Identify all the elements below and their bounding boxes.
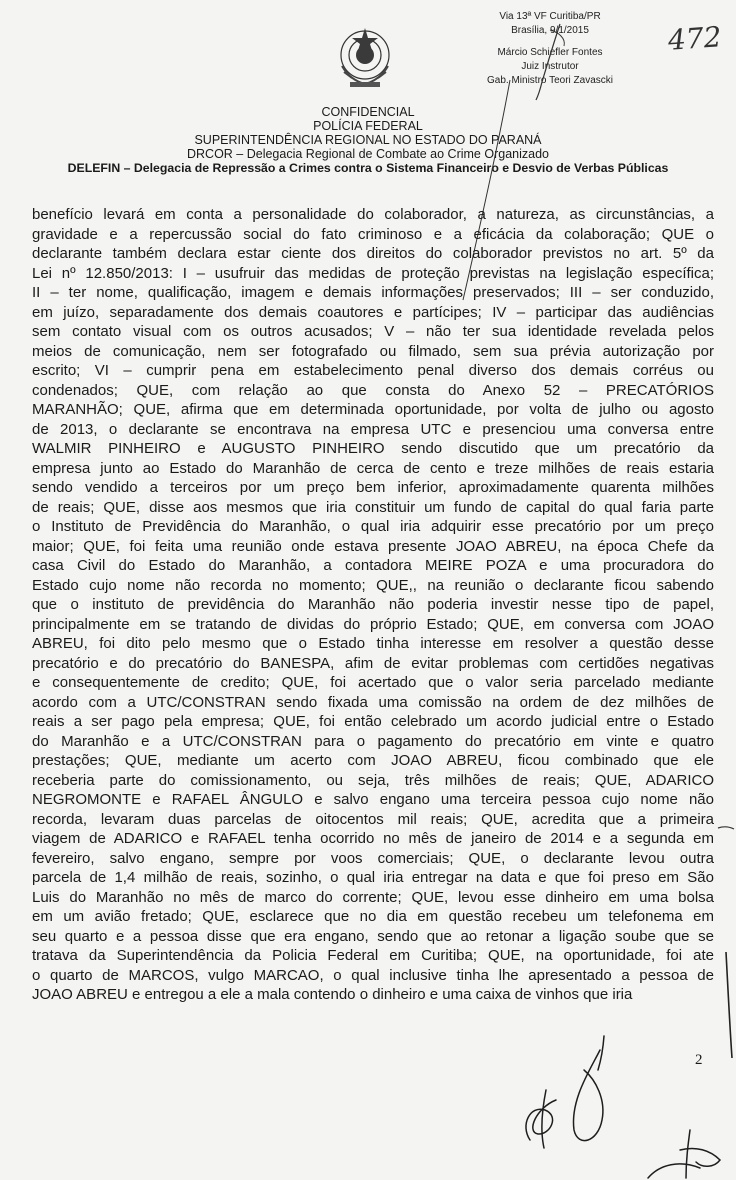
body-line: escrito; VI – cumprir pena em estabelecimento penal diverso dos demais corréus ou bbox=[32, 362, 714, 379]
body-line: Luis do Maranhão no mês de marco do corrente; QUE, levou esse dinheiro em uma bolsa bbox=[32, 888, 714, 906]
body-line: meios de comunicação, nem ser fotografado ou filmado, sem sua prévia autorização por bbox=[32, 342, 714, 360]
body-line: precatório e do precatório do BANESPA, afim de evitar problemas com certidões negativas bbox=[32, 654, 714, 672]
body-line: sendo vendido a terceiros por um preço bem inferior, aproximadamente quarenta milhões bbox=[32, 479, 714, 496]
body-line: gravidade e a repercussão social do fato criminoso e a eficácia da colaboração; QUE o bbox=[32, 225, 714, 243]
margin-tick-mark bbox=[716, 820, 736, 834]
coat-of-arms-emblem bbox=[330, 22, 400, 92]
handwritten-page-number: 472 bbox=[666, 20, 723, 57]
delegacy-name: DELEFIN – Delegacia de Repressão a Crimes contra o Sistema Financeiro e Desvio de Verbas Públicas bbox=[67, 161, 669, 175]
body-line: recorda, levaram duas parcelas de oitocentos mil reais; QUE, acredita que a primeira bbox=[32, 810, 714, 828]
body-line: condenados; QUE, com relação ao que consta do Anexo 52 – PRECATÓRIOS bbox=[32, 381, 714, 399]
body-line: o quarto de MARCOS, vulgo MARCAO, o qual inclusive tinha lhe apresentado a pessoa de bbox=[32, 966, 714, 984]
body-line: empresa junto ao Estado do Maranhão de cerca de cento e treze milhões de reais estaria bbox=[32, 459, 714, 477]
body-line: em um avião fretado; QUE, esclarece que no dia em questão recebeu um telefonema em bbox=[32, 908, 714, 925]
body-line: que o instituto de previdência do Maranhão não poderia investir nesse tipo de papel, bbox=[32, 596, 714, 613]
regional-unit-name: DRCOR – Delegacia Regional de Combate ao Crime Organizado bbox=[187, 147, 549, 161]
body-line: do Maranhão e a UTC/CONSTRAN para o pagamento do precatório em vinte e quatro bbox=[32, 732, 714, 750]
body-line: II – ter nome, qualificação, imagem e demais informações preservados; III – ser conduzido, bbox=[32, 284, 714, 301]
body-line: WALMIR PINHEIRO e AUGUSTO PINHEIRO sendo discutido que um precatório da bbox=[32, 440, 714, 457]
body-line: e consequentemente de credito; QUE, foi acertado que o valor seria parcelado mediante bbox=[32, 674, 714, 691]
stamp-line: Via 13ª VF Curitiba/PR bbox=[499, 11, 601, 22]
margin-line-mark bbox=[722, 950, 736, 1060]
confidential-label: CONFIDENCIAL bbox=[321, 105, 415, 119]
body-line: Lei nº 12.850/2013: I – usufruir das medidas de proteção previstas na legislação específica; bbox=[32, 264, 714, 282]
agency-name: POLÍCIA FEDERAL bbox=[313, 119, 423, 133]
page-number: 2 bbox=[695, 1052, 703, 1068]
body-line: benefício levará em conta a personalidade do colaborador, a natureza, as circunstâncias, a bbox=[32, 206, 714, 223]
handwritten-initials bbox=[640, 1120, 736, 1180]
stamp-date: Brasília, 9/1/2015 bbox=[511, 25, 589, 36]
stamp-office: Gab. Ministro Teori Zavascki bbox=[487, 75, 613, 86]
body-line: principalmente em se tratando de dividas do próprio Estado; QUE, em conversa com JOAO bbox=[32, 615, 714, 633]
body-line: fevereiro, salvo engano, sempre por voos comerciais; QUE, o declarante levou outra bbox=[32, 849, 714, 867]
body-line: em juízo, separadamente dos demais coautores e partícipes; IV – participar das audiências bbox=[32, 303, 714, 321]
stamp-judge-name: Márcio Schiefler Fontes bbox=[497, 47, 603, 58]
body-line: de reais; QUE, disse aos mesmos que iria constituir um fundo de capital do qual faria parte bbox=[32, 498, 714, 516]
handwritten-signature bbox=[500, 1030, 650, 1150]
body-line: NEGROMONTE e RAFAEL ÂNGULO e salvo engano uma terceira pessoa cujo nome não bbox=[32, 791, 714, 808]
body-line: tratava da Superintendência da Policia Federal em Curitiba; QUE, na oportunidade, foi ate bbox=[32, 947, 714, 964]
body-line: viagem de ADARICO e RAFAEL tenha ocorrido no mês de janeiro de 2014 e a segunda em bbox=[32, 830, 714, 847]
body-line: de 2013, o declarante se encontrava na empresa UTC e presenciou uma conversa entre bbox=[32, 420, 714, 438]
body-line: receberia parte do comissionamento, ou seja, três milhões de reais; QUE, ADARICO bbox=[32, 771, 714, 789]
stamp-signature-stroke bbox=[520, 22, 580, 102]
body-line: acordo com a UTC/CONSTRAN sendo fixada uma comissão na ordem de dez milhões de bbox=[32, 693, 714, 711]
body-line: reais a ser pago pela empresa; QUE, foi então celebrado um acordo judicial entre o Estado bbox=[32, 713, 714, 730]
body-line: prestações; QUE, mediante um acerto com JOAO ABREU, ficou combinado que ele bbox=[32, 752, 714, 769]
document-header bbox=[0, 105, 736, 175]
body-line: o Instituto de Previdência do Maranhão, o qual iria adquirir esse precatório por um preço bbox=[32, 518, 714, 535]
body-line: parcela de 1,4 milhão de reais, sozinho, o qual iria entregar na data e que foi preso em São bbox=[32, 869, 714, 886]
body-line: maior; QUE, foi feita uma reunião onde estava presente JOAO ABREU, na época Chefe da bbox=[32, 537, 714, 555]
body-line: casa Civil do Estado do Maranhão, a contadora MEIRE POZA e uma procuradora do bbox=[32, 557, 714, 574]
stamp-judge-title: Juiz Instrutor bbox=[521, 61, 579, 72]
body-line: Estado cujo nome não recorda no momento; QUE,, na reunião o declarante ficou sabendo bbox=[32, 576, 714, 594]
body-text bbox=[32, 205, 714, 1005]
body-line: declarante também declara estar ciente dos direitos do colaborador previstos no art. 5º da bbox=[32, 245, 714, 262]
body-line: JOAO ABREU e entregou a ele a mala contendo o dinheiro e uma caixa de vinhos que iria bbox=[32, 986, 633, 1003]
body-line: sem contato visual com os outros acusados; V – não ter sua identidade revelada pelos bbox=[32, 323, 714, 340]
body-line: seu quarto e a pessoa disse que era engano, sendo que ao retonar a ligação soube que se bbox=[32, 927, 714, 945]
body-line: MARANHÃO; QUE, afirma que em determinada oportunidade, por volta de julho ou agosto bbox=[32, 401, 714, 418]
body-line: ABREU, foi dito pelo mesmo que o Estado tinha interesse em resolver a questão desse bbox=[32, 635, 714, 652]
superintendency-name: SUPERINTENDÊNCIA REGIONAL NO ESTADO DO PARANÁ bbox=[194, 133, 542, 147]
